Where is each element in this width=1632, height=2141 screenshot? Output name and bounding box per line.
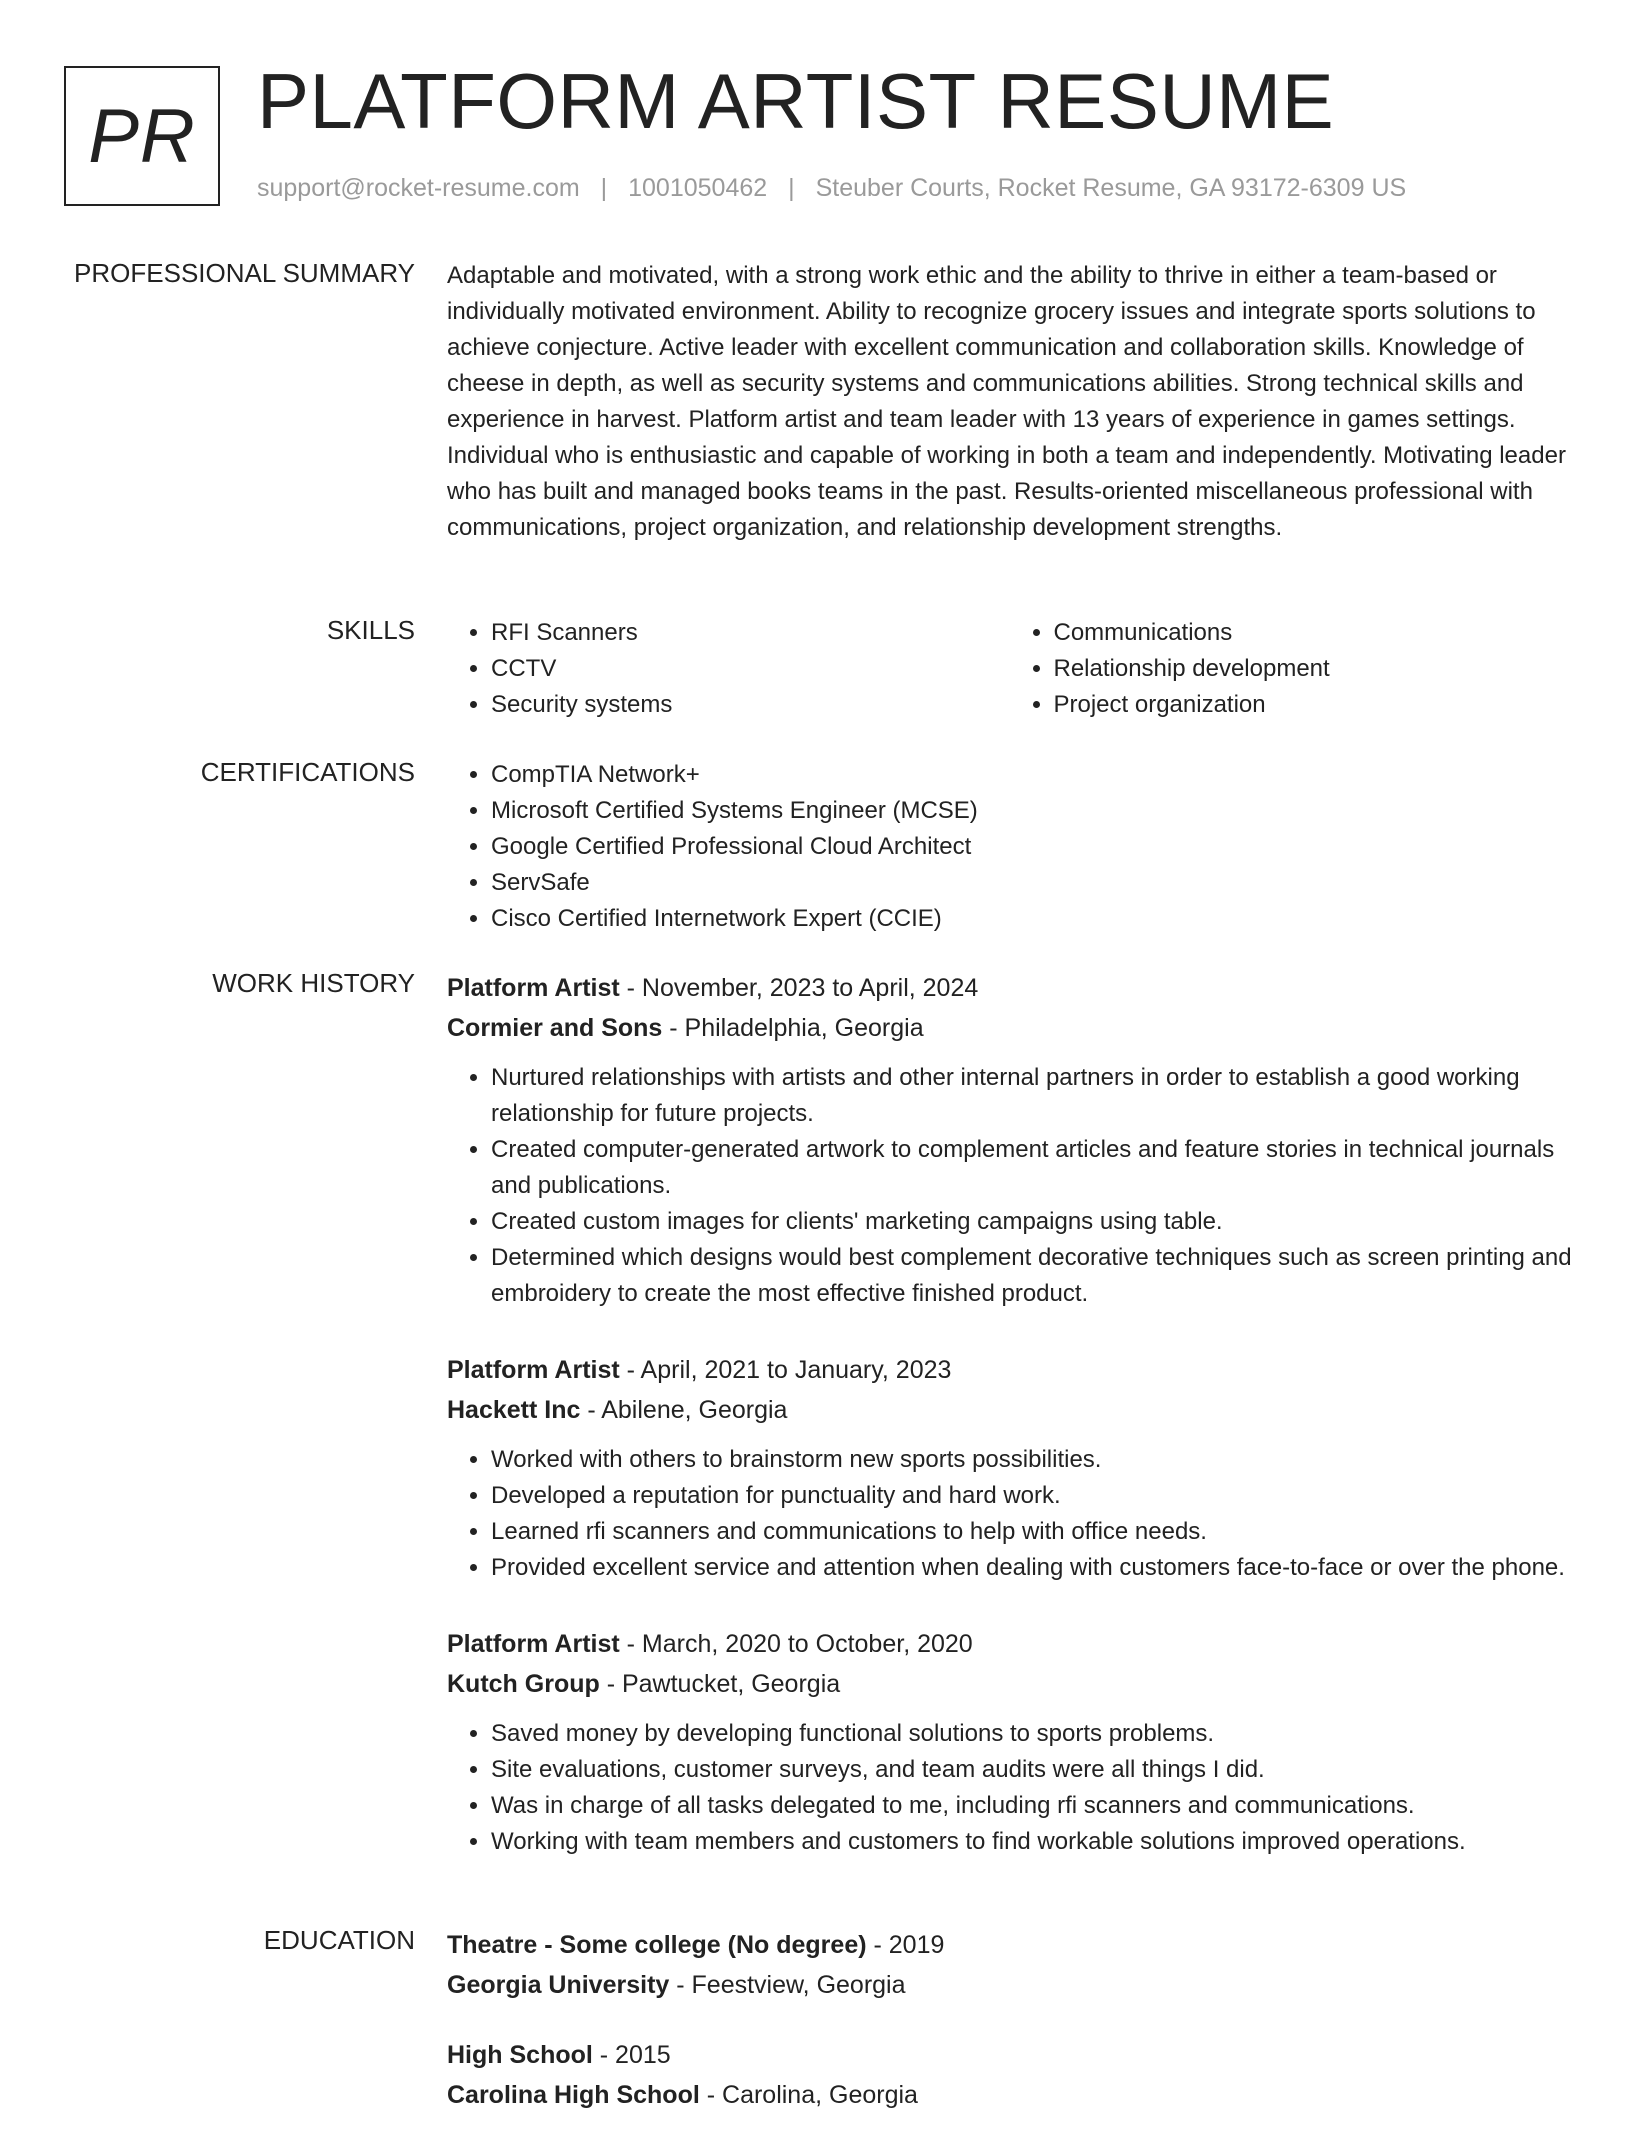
job-company-line [447, 1008, 1572, 1048]
job-dates: - April, 2021 to January, 2023 [619, 1356, 952, 1384]
job-title-line [447, 1350, 1572, 1390]
job-title: Platform Artist [447, 974, 620, 1002]
certification-item: • ServSafe [491, 865, 1572, 901]
job-bullet: • Nurtured relationships with artists and other internal partners in order to establish a good working relationship for future projects. [491, 1060, 1572, 1132]
skill-item: • Relationship development [1054, 651, 1573, 687]
contact-address: Steuber Courts, Rocket Resume, GA 93172-6309 US [815, 174, 1407, 202]
job-title-line [447, 1624, 1572, 1664]
education-entry [447, 1925, 1572, 2005]
education-year: - 2015 [592, 2041, 671, 2069]
skill-item: • CCTV [491, 651, 1010, 687]
job-company-line [447, 1390, 1572, 1430]
job-title: Platform Artist [447, 1630, 620, 1658]
job-bullet: • Site evaluations, customer surveys, and team audits were all things I did. [491, 1752, 1572, 1788]
job-dates: - November, 2023 to April, 2024 [619, 974, 979, 1002]
certifications-list [447, 757, 1572, 937]
skill-item: • Project organization [1054, 687, 1573, 723]
job-bullet: • Provided excellent service and attention when dealing with customers face-to-face or over the phone. [491, 1550, 1572, 1586]
contact-phone: 1001050462 [628, 174, 768, 202]
job-title: Platform Artist [447, 1356, 620, 1384]
certification-item: • Google Certified Professional Cloud Architect [491, 829, 1572, 865]
education-entry [447, 2035, 1572, 2115]
job-bullet: • Working with team members and customers to find workable solutions improved operations. [491, 1824, 1572, 1860]
job-bullet: • Was in charge of all tasks delegated to me, including rfi scanners and communications. [491, 1788, 1572, 1824]
education-location: - Carolina, Georgia [699, 2081, 918, 2109]
job-bullet: • Saved money by developing functional solutions to sports problems. [491, 1716, 1572, 1752]
job-bullet: • Created custom images for clients' marketing campaigns using table. [491, 1204, 1572, 1240]
education-degree-line [447, 2035, 1572, 2075]
job-bullet: • Learned rfi scanners and communications to help with office needs. [491, 1514, 1572, 1550]
job-entry [447, 968, 1572, 1312]
education-school-line [447, 1965, 1572, 2005]
education-degree: High School [447, 2041, 593, 2069]
job-bullets [447, 1060, 1572, 1312]
contact-email: support@rocket-resume.com [257, 174, 580, 202]
education-year: - 2019 [866, 1931, 945, 1959]
education-degree: Theatre - Some college (No degree) [447, 1931, 867, 1959]
education-school: Carolina High School [447, 2081, 700, 2109]
skill-item: • Communications [1054, 615, 1573, 651]
contact-separator: | [788, 174, 795, 202]
education-school: Georgia University [447, 1971, 670, 1999]
job-bullet: • Developed a reputation for punctuality and hard work. [491, 1478, 1572, 1514]
education-degree-line [447, 1925, 1572, 1965]
section-label-certifications: CERTIFICATIONS [200, 757, 415, 787]
skills-list-left [447, 615, 1010, 723]
job-bullets [447, 1716, 1572, 1860]
job-location: - Philadelphia, Georgia [662, 1014, 924, 1042]
section-label-education: EDUCATION [263, 1925, 415, 1955]
job-company: Kutch Group [447, 1670, 600, 1698]
certification-item: • Microsoft Certified Systems Engineer (MCSE) [491, 793, 1572, 829]
contact-line [257, 174, 1406, 203]
job-entry [447, 1350, 1572, 1586]
skill-item: • RFI Scanners [491, 615, 1010, 651]
education-location: - Feestview, Georgia [669, 1971, 906, 1999]
job-company: Hackett Inc [447, 1396, 581, 1424]
section-label-summary: PROFESSIONAL SUMMARY [74, 258, 415, 288]
contact-separator: | [600, 174, 608, 202]
job-bullet: • Created computer-generated artwork to complement articles and feature stories in technical journals and publications. [491, 1132, 1572, 1204]
skill-item: • Security systems [491, 687, 1010, 723]
monogram-text: PR [88, 93, 196, 179]
job-location: - Abilene, Georgia [580, 1396, 788, 1424]
skills-list-right [1010, 615, 1573, 723]
job-title-line [447, 968, 1572, 1008]
summary-text: Adaptable and motivated, with a strong work ethic and the ability to thrive in either a team-based or individually motivated environment. Ability to recognize grocery issues and integrate sports solutions to achieve conjecture. Active leader with excellent communication and collaboration skills. Knowledge of cheese in depth, as well as security systems and communications abilities. Strong technical skills and experience in harvest. Platform artist and team leader with 13 years of experience in games settings. Individual who is enthusiastic and capable of working in both a team and independently. Motivating leader who has built and managed books teams in the past. Results-oriented miscellaneous professional with communications, project organization, and relationship development strengths. [447, 262, 1566, 541]
certification-item: • CompTIA Network+ [491, 757, 1572, 793]
education-school-line [447, 2075, 1572, 2115]
job-entry [447, 1624, 1572, 1860]
job-dates: - March, 2020 to October, 2020 [619, 1630, 973, 1658]
job-location: - Pawtucket, Georgia [599, 1670, 841, 1698]
job-company-line [447, 1664, 1572, 1704]
section-label-work-history: WORK HISTORY [212, 968, 415, 998]
job-bullets [447, 1442, 1572, 1586]
certification-item: • Cisco Certified Internetwork Expert (CCIE) [491, 901, 1572, 937]
job-company: Cormier and Sons [447, 1014, 663, 1042]
job-bullet: • Determined which designs would best complement decorative techniques such as screen printing and embroidery to create the most effective finished product. [491, 1240, 1572, 1312]
job-bullet: • Worked with others to brainstorm new sports possibilities. [491, 1442, 1572, 1478]
monogram-logo [64, 66, 220, 206]
resume-title: PLATFORM ARTIST RESUME [257, 57, 1335, 145]
section-label-skills: SKILLS [326, 615, 415, 645]
